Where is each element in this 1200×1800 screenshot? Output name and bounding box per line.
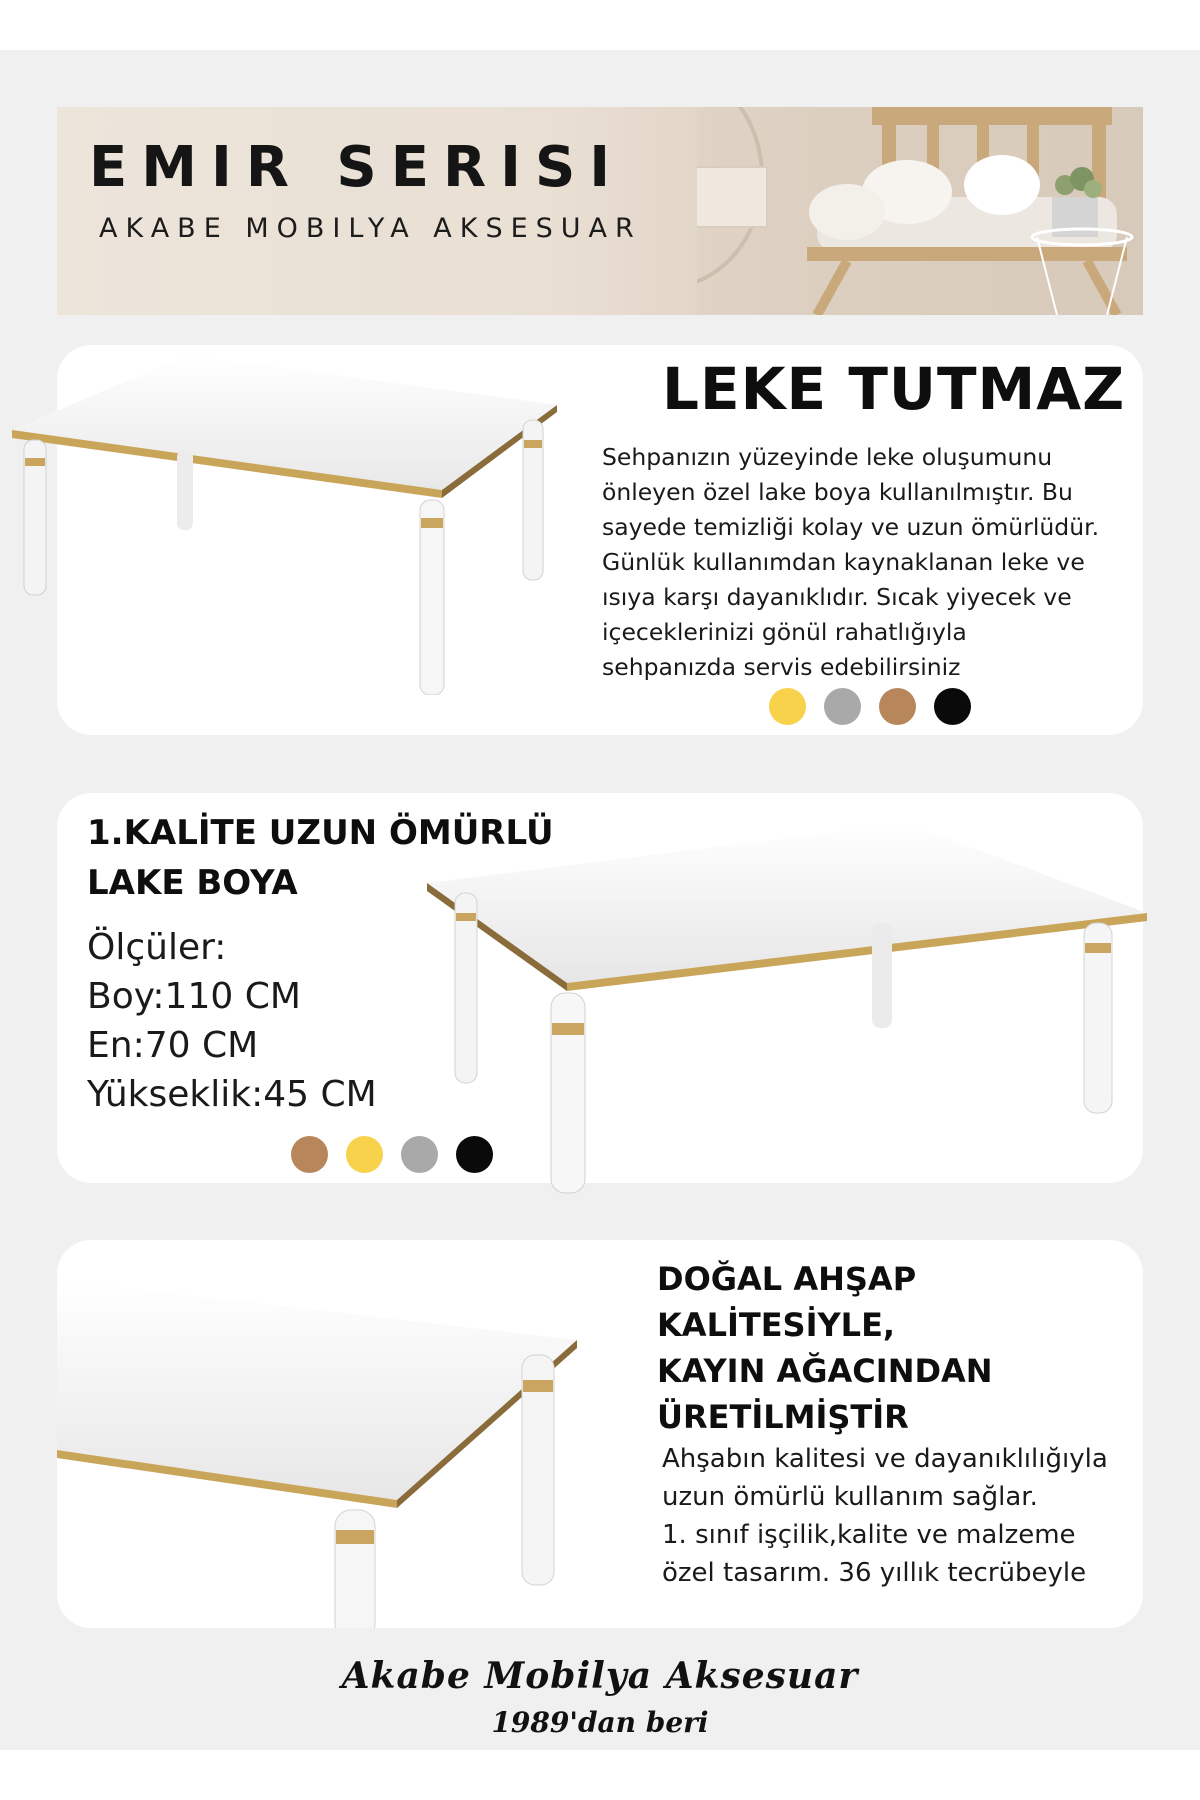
color-swatch[interactable] (291, 1136, 328, 1173)
description-line: sayede temizliği kolay ve uzun ömürlüdür. (602, 513, 1100, 541)
section-title (657, 1256, 993, 1440)
description-line: 1. sınıf işçilik,kalite ve malzeme (662, 1520, 1076, 1550)
section-title: LEKE TUTMAZ (662, 355, 1126, 423)
color-swatch[interactable] (934, 688, 971, 725)
brand-signature: Akabe Mobilya Aksesuar (341, 1655, 859, 1697)
coffee-table-image (427, 823, 1147, 1223)
section-description (662, 1440, 1108, 1592)
description-line: içeceklerinizi gönül rahatlığıyla (602, 618, 967, 646)
title-line: ÜRETİLMİŞTİR (657, 1398, 909, 1436)
coffee-table-image (57, 1280, 577, 1628)
dimensions-label: Ölçüler: (87, 927, 227, 968)
title-line: DOĞAL AHŞAP (657, 1260, 917, 1298)
title-line: LAKE BOYA (87, 863, 298, 903)
description-line: ısıya karşı dayanıklıdır. Sıcak yiyecek ve (602, 583, 1072, 611)
description-line: Sehpanızın yüzeyinde leke oluşumunu (602, 443, 1053, 471)
header-banner (57, 107, 1143, 315)
description-line: özel tasarım. 36 yıllık tecrübeyle (662, 1558, 1087, 1588)
living-room-illustration (697, 107, 1143, 315)
description-line: uzun ömürlü kullanım sağlar. (662, 1482, 1038, 1512)
color-swatch[interactable] (346, 1136, 383, 1173)
color-swatch[interactable] (769, 688, 806, 725)
feature-card-stain-resistant (57, 345, 1143, 735)
series-title: EMIR SERISI (89, 135, 625, 200)
dimension-height: Yükseklik:45 CM (87, 1074, 377, 1115)
coffee-table-image (12, 350, 567, 695)
section-description (602, 440, 1099, 685)
title-line: KAYIN AĞACINDAN (657, 1352, 993, 1390)
dimension-width: En:70 CM (87, 1025, 259, 1066)
title-line: 1.KALİTE UZUN ÖMÜRLÜ (87, 813, 554, 853)
color-swatches (769, 688, 971, 725)
description-line: önleyen özel lake boya kullanılmıştır. Bu (602, 478, 1073, 506)
description-line: Ahşabın kalitesi ve dayanıklılığıyla (662, 1444, 1108, 1474)
description-line: Günlük kullanımdan kaynaklanan leke ve (602, 548, 1085, 576)
feature-card-natural-wood (57, 1240, 1143, 1628)
color-swatch[interactable] (824, 688, 861, 725)
description-line: sehpanızda servis edebilirsiniz (602, 653, 961, 681)
brand-subtitle: AKABE MOBILYA AKSESUAR (99, 213, 642, 244)
color-swatch[interactable] (879, 688, 916, 725)
since-year: 1989'dan beri (491, 1706, 709, 1739)
dimensions-list (87, 923, 377, 1119)
title-line: KALİTESİYLE, (657, 1306, 896, 1344)
dimension-length: Boy:110 CM (87, 976, 301, 1017)
feature-card-quality-paint (57, 793, 1143, 1183)
